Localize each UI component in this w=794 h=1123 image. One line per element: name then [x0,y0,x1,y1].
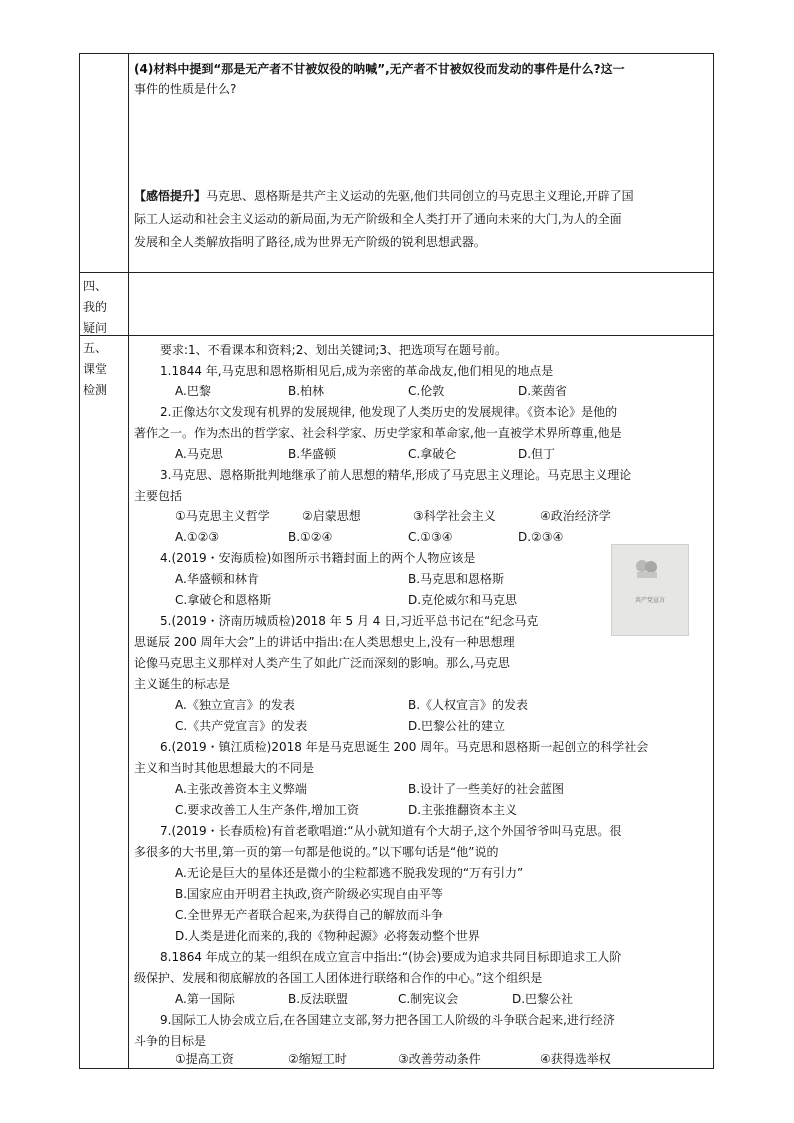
section5-l2: 课堂 [83,362,108,376]
q3-option-a: A.①②③ [175,530,220,544]
q2-stem-line2: 著作之一。作为杰出的哲学家、社会科学家、历史学家和革命家,他一直被学术界所尊重,他是 [134,426,622,440]
q3-option-c: C.①③④ [408,530,453,544]
requirement: 要求:1、不看课本和资料;2、划出关键词;3、把选项写在题号前。 [160,343,508,357]
q3-option-d: D.②③④ [518,530,564,544]
q6-option-d: D.主张推翻资本主义 [408,803,518,817]
q1-option-c: C.伦敦 [408,384,445,398]
section5-l1: 五、 [83,341,108,355]
q9-item-3: ③改善劳动条件 [398,1052,481,1066]
q7-option-b: B.国家应由开明君主执政,资产阶级必实现自由平等 [175,887,443,901]
q8-stem-line2: 级保护、发展和彻底解放的各国工人团体进行联络和合作的中心。”这个组织是 [134,971,543,985]
insight-line3: 发展和全人类解放指明了路径,成为世界无产阶级的锐利思想武器。 [134,235,486,249]
q6-stem-line1: 6.(2019・镇江质检)2018 年是马克思诞生 200 周年。马克思和恩格斯一起创立的科学社会 [160,740,649,754]
row-divider [79,335,714,336]
section4-l1: 四、 [83,279,108,293]
section4-l3: 疑问 [83,321,108,335]
q7-option-a: A.无论是巨大的星体还是微小的尘粒都逃不脱我发现的“万有引力” [175,866,524,880]
q5-option-d: D.巴黎公社的建立 [408,719,506,733]
q8-stem-line1: 8.1864 年成立的某一组织在成立宣言中指出:“(协会)要成为追求共同目标即追求工人阶 [160,950,622,964]
q9-item-4: ④获得选举权 [540,1052,611,1066]
column-divider [128,53,129,1069]
insight-label: 【感悟提升】 [134,189,207,203]
insight-line1 [134,187,634,205]
q7-option-d: D.人类是进化而来的,我的《物种起源》必将轰动整个世界 [175,929,480,943]
material-question-line2: 事件的性质是什么? [134,82,237,96]
q1-option-a: A.巴黎 [175,384,211,398]
q5-stem-line4: 主义诞生的标志是 [134,677,231,691]
q2-stem-line1: 2.正像达尔文发现有机界的发展规律, 他发现了人类历史的发展规律。《资本论》是他的 [160,405,618,419]
q6-option-a: A.主张改善资本主义弊端 [175,782,307,796]
q4-option-d: D.克伦威尔和马克思 [408,593,518,607]
q6-option-b: B.设计了一些美好的社会蓝图 [408,782,565,796]
section-class-test-label [83,338,125,401]
q8-option-b: B.反法联盟 [288,992,349,1006]
q7-option-c: C.全世界无产者联合起来,为获得自己的解放而斗争 [175,908,444,922]
q5-option-c: C.《共产党宣言》的发表 [175,719,308,733]
q2-option-a: A.马克思 [175,447,223,461]
section-my-questions-label [83,276,125,339]
q3-stem-line2: 主要包括 [134,489,183,503]
section4-l2: 我的 [83,300,108,314]
q4-option-c: C.拿破仑和恩格斯 [175,593,272,607]
q6-stem-line2: 主义和当时其他思想最大的不同是 [134,761,315,775]
section5-l3: 检测 [83,383,108,397]
q9-stem-line2: 斗争的目标是 [134,1034,207,1048]
q8-option-d: D.巴黎公社 [512,992,574,1006]
q8-option-c: C.制宪议会 [398,992,459,1006]
q4-option-a: A.华盛顿和林肯 [175,572,259,586]
q5-stem-line2: 思诞辰 200 周年大会”上的讲话中指出:在人类思想史上,没有一种思想理 [134,635,515,649]
q2-option-c: C.拿破仑 [408,447,457,461]
q9-item-2: ②缩短工时 [288,1052,347,1066]
q1-stem: 1.1844 年,马克思和恩格斯相见后,成为亲密的革命战友,他们相见的地点是 [160,364,554,378]
portrait-icon [634,557,660,579]
row-divider [79,272,714,273]
q4-stem: 4.(2019・安海质检)如图所示书籍封面上的两个人物应该是 [160,551,476,565]
insight-text-1: 马克思、恩格斯是共产主义运动的先驱,他们共同创立的马克思主义理论,开辟了国 [206,189,634,203]
material-question-line1: (4)材料中提到“那是无产者不甘被奴役的呐喊”,无产者不甘被奴役而发动的事件是什么?这一 [134,62,625,76]
q4-option-b: B.马克思和恩格斯 [408,572,505,586]
insight-line2: 际工人运动和社会主义运动的新局面,为无产阶级和全人类打开了通向未来的大门,为人的全面 [134,212,622,226]
q3-item-1: ①马克思主义哲学 [175,509,270,523]
q3-item-4: ④政治经济学 [540,509,611,523]
q5-option-a: A.《独立宣言》的发表 [175,698,295,712]
q3-item-2: ②启蒙思想 [302,509,361,523]
q3-option-b: B.①②④ [288,530,333,544]
q1-option-b: B.柏林 [288,384,325,398]
q7-stem-line2: 多很多的大书里,第一页的第一句都是他说的。”以下哪句话是“他”说的 [134,845,499,859]
q5-option-b: B.《人权宣言》的发表 [408,698,529,712]
q9-item-1: ①提高工资 [175,1052,234,1066]
q9-stem-line1: 9.国际工人协会成立后,在各国建立支部,努力把各国工人阶级的斗争联合起来,进行经济 [160,1013,615,1027]
q2-option-b: B.华盛顿 [288,447,337,461]
q5-stem-line1: 5.(2019・济南历城质检)2018 年 5 月 4 日,习近平总书记在“纪念马克 [160,614,539,628]
q5-stem-line3: 论像马克思主义那样对人类产生了如此广泛而深刻的影响。那么,马克思 [134,656,510,670]
q3-stem-line1: 3.马克思、恩格斯批判地继承了前人思想的精华,形成了马克思主义理论。马克思主义理论 [160,468,632,482]
book-cover-title: 共产党宣言 [634,597,665,604]
q8-option-a: A.第一国际 [175,992,235,1006]
q7-stem-line1: 7.(2019・长春质检)有首老歌唱道:“从小就知道有个大胡子,这个外国爷爷叫马克思。很 [160,824,622,838]
q3-item-3: ③科学社会主义 [413,509,496,523]
q6-option-c: C.要求改善工人生产条件,增加工资 [175,803,360,817]
book-cover-image [611,544,689,636]
q2-option-d: D.但丁 [518,447,556,461]
q1-option-d: D.莱茵省 [518,384,568,398]
